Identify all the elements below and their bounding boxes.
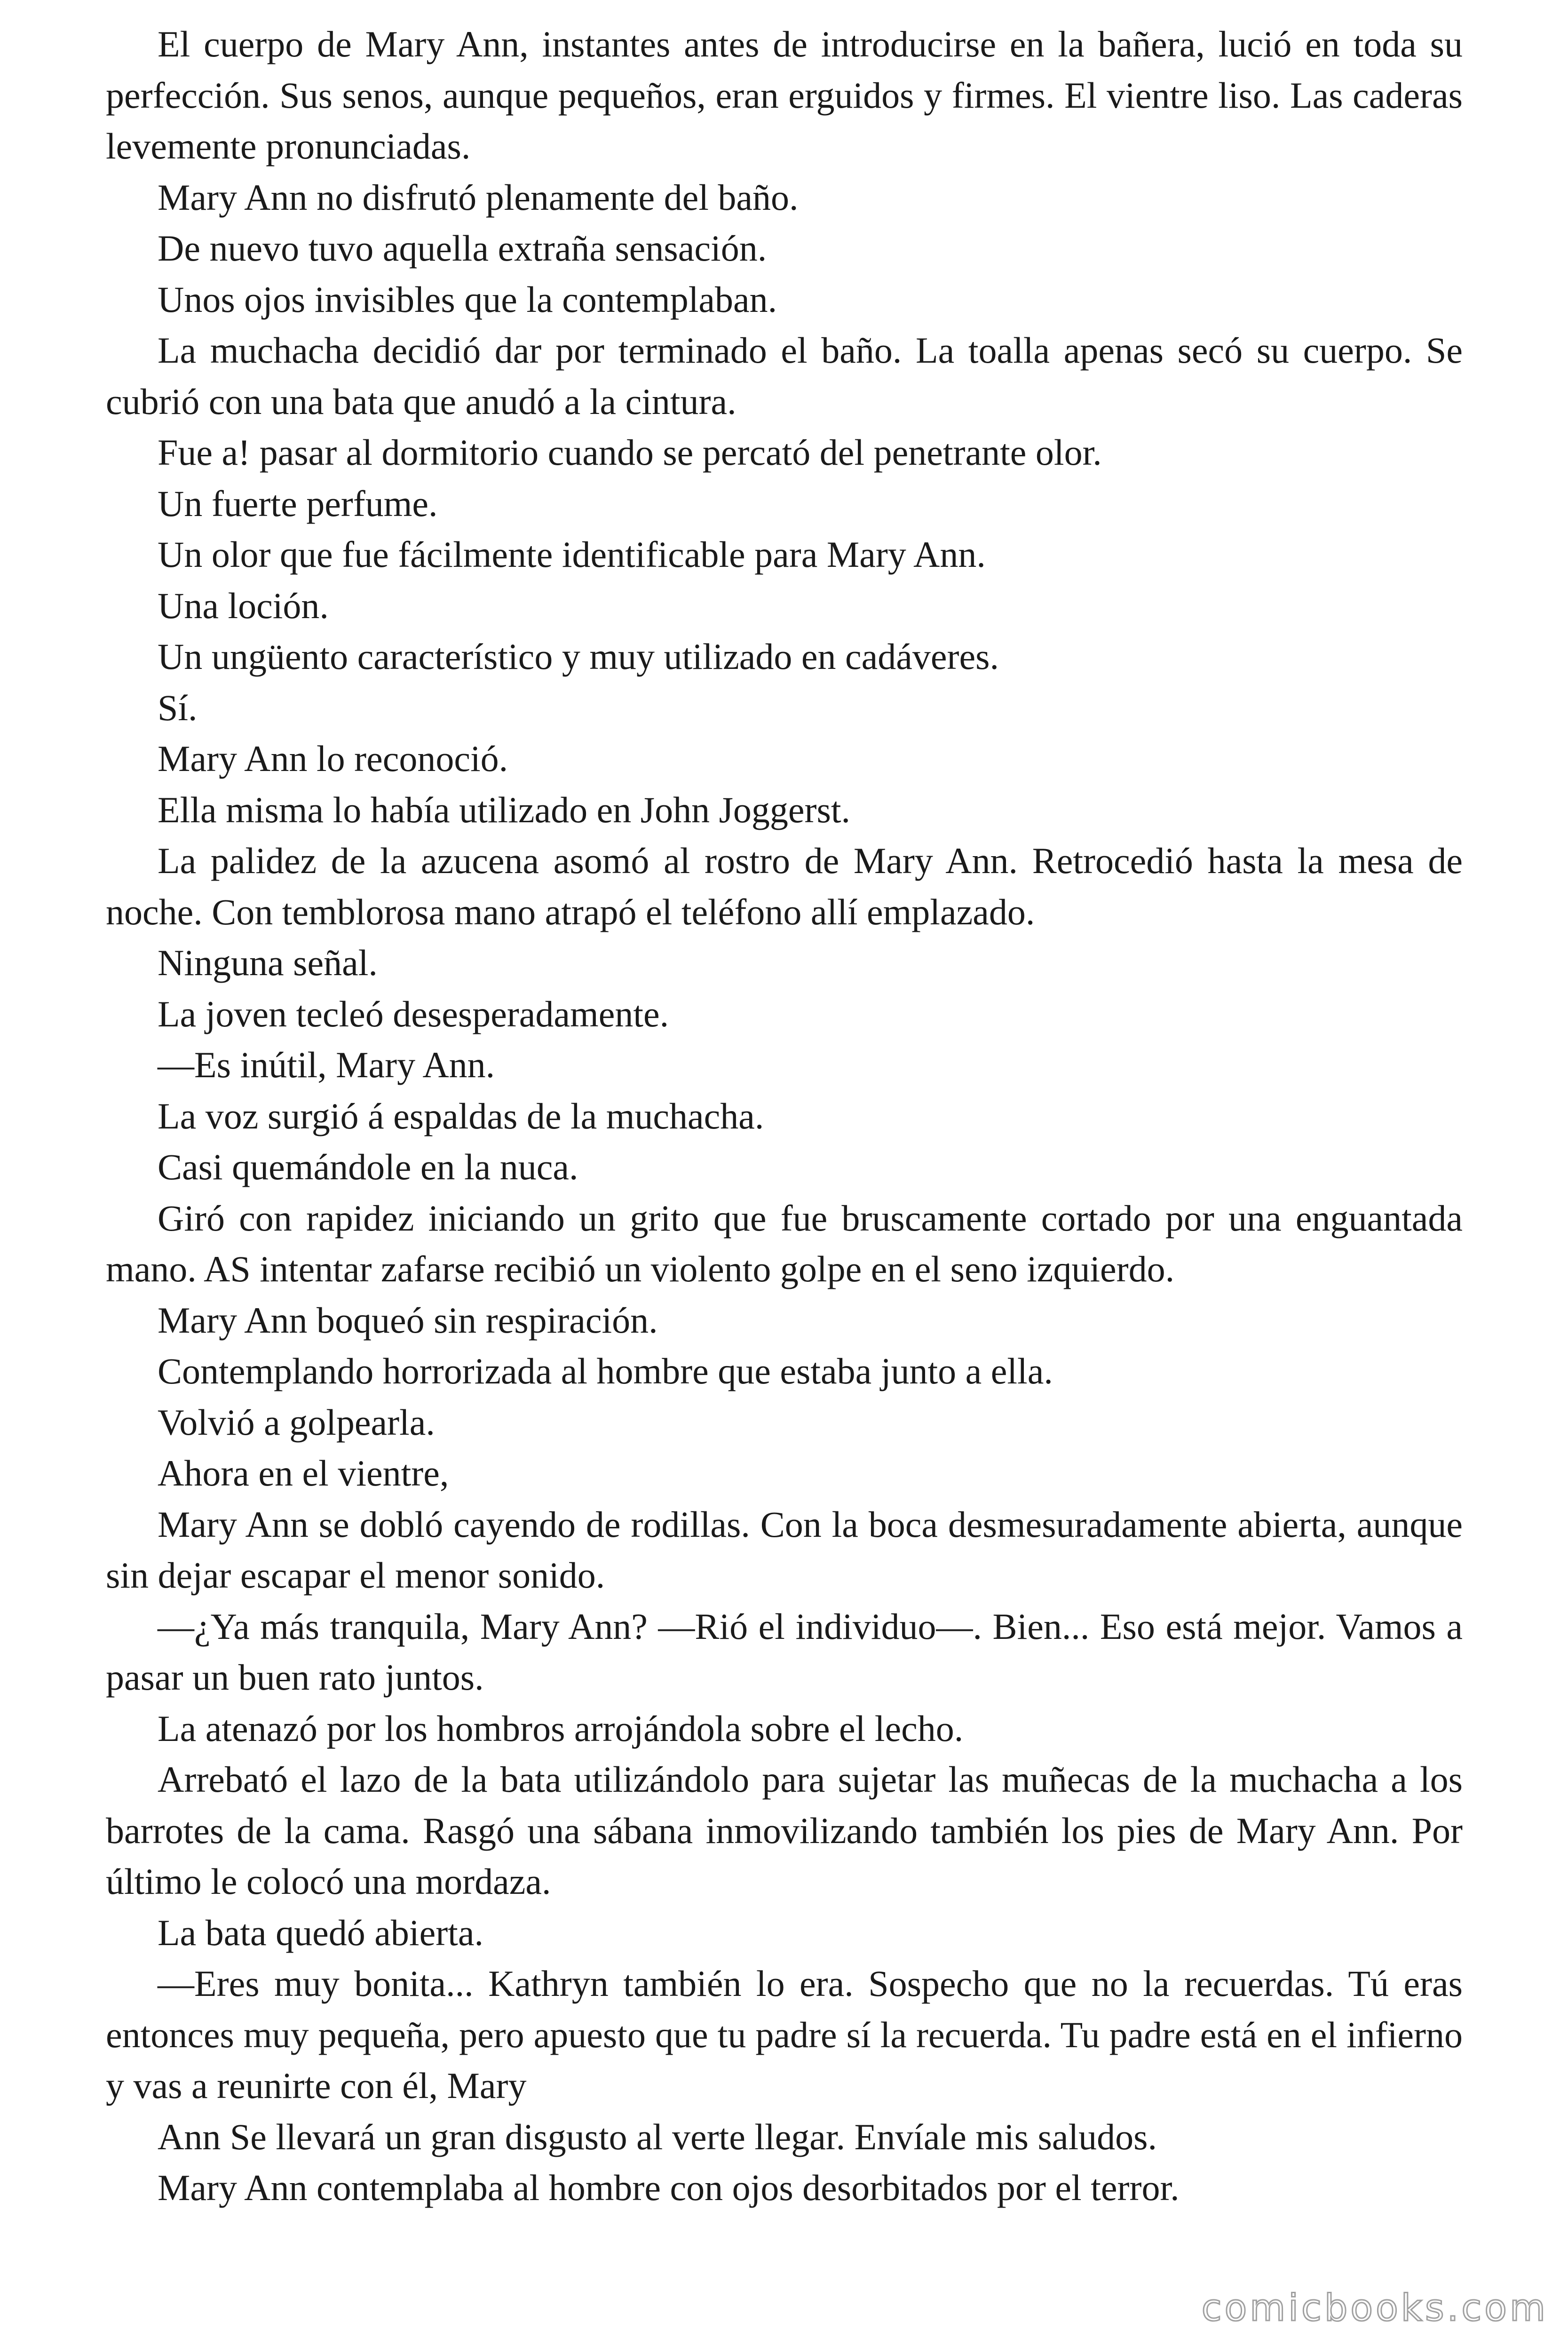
paragraph: Arrebató el lazo de la bata utilizándolo para sujetar las muñecas de la muchacha a los barrotes de la cama. Rasgó una sábana inmovilizando también los pies de Mary Ann. Por último le colocó una mordaza.: [106, 1759, 1463, 1902]
paragraph: Mary Ann contemplaba al hombre con ojos desorbitados por el terror.: [158, 2167, 1180, 2208]
paragraph: Contemplando horrorizada al hombre que estaba junto a ella.: [158, 1351, 1053, 1391]
paragraph: La atenazó por los hombros arrojándola sobre el lecho.: [158, 1708, 964, 1749]
paragraph: Mary Ann boqueó sin respiración.: [158, 1299, 658, 1341]
paragraph: Un fuerte perfume.: [158, 483, 438, 524]
paragraph: La bata quedó abierta.: [158, 1912, 483, 1953]
paragraph: Ahora en el vientre,: [158, 1453, 449, 1494]
paragraph: Sí.: [158, 687, 198, 728]
paragraph: Una loción.: [158, 585, 329, 626]
paragraph: Mary Ann lo reconoció.: [158, 738, 508, 779]
paragraph: La joven tecleó desesperadamente.: [158, 993, 669, 1034]
paragraph: Casi quemándole en la nuca.: [158, 1146, 578, 1187]
paragraph: —Es inútil, Mary Ann.: [158, 1044, 495, 1085]
paragraph: La palidez de la azucena asomó al rostro de Mary Ann. Retrocedió hasta la mesa de noche. Con temblorosa mano atrapó el teléfono allí emplazado.: [106, 840, 1463, 932]
watermark-text: comicbooks.com: [1201, 2287, 1548, 2329]
paragraph: El cuerpo de Mary Ann, instantes antes de introducirse en la bañera, lució en toda su perfección. Sus senos, aunque pequeños, eran erguidos y firmes. El vientre liso. Las caderas levemente pronunciadas.: [106, 24, 1463, 167]
paragraph: Ann Se llevará un gran disgusto al verte llegar. Envíale mis saludos.: [158, 2116, 1157, 2157]
paragraph: Unos ojos invisibles que la contemplaban.: [158, 278, 777, 320]
paragraph: Ella misma lo había utilizado en John Joggerst.: [158, 789, 851, 830]
paragraph: Mary Ann se dobló cayendo de rodillas. Con la boca desmesuradamente abierta, aunque sin dejar escapar el menor sonido.: [106, 1503, 1463, 1596]
paragraph: Ninguna señal.: [158, 942, 378, 983]
paragraph: La voz surgió á espaldas de la muchacha.: [158, 1095, 764, 1136]
paragraph: Un ungüento característico y muy utilizado en cadáveres.: [158, 636, 999, 677]
paragraph: De nuevo tuvo aquella extraña sensación.: [158, 228, 767, 269]
paragraph: Un olor que fue fácilmente identificable para Mary Ann.: [158, 534, 986, 575]
paragraph: —¿Ya más tranquila, Mary Ann? —Rió el individuo—. Bien... Eso está mejor. Vamos a pasar un buen rato juntos.: [106, 1605, 1463, 1698]
paragraph: La muchacha decidió dar por terminado el baño. La toalla apenas secó su cuerpo. Se cubrió con una bata que anudó a la cintura.: [106, 330, 1463, 422]
paragraph: Giró con rapidez iniciando un grito que fue bruscamente cortado por una enguantada mano. AS intentar zafarse recibió un violento golpe en el seno izquierdo.: [106, 1197, 1463, 1289]
document-page: [106, 19, 1463, 2214]
paragraph: Mary Ann no disfrutó plenamente del baño.: [158, 176, 799, 218]
paragraph: Volvió a golpearla.: [158, 1401, 435, 1443]
paragraph: —Eres muy bonita... Kathryn también lo era. Sospecho que no la recuerdas. Tú eras entonces muy pequeña, pero apuesto que tu padre sí la recuerda. Tu padre está en el infierno y vas a reunirte con él, Mary: [106, 1963, 1463, 2106]
paragraph: Fue a! pasar al dormitorio cuando se percató del penetrante olor.: [158, 432, 1102, 473]
